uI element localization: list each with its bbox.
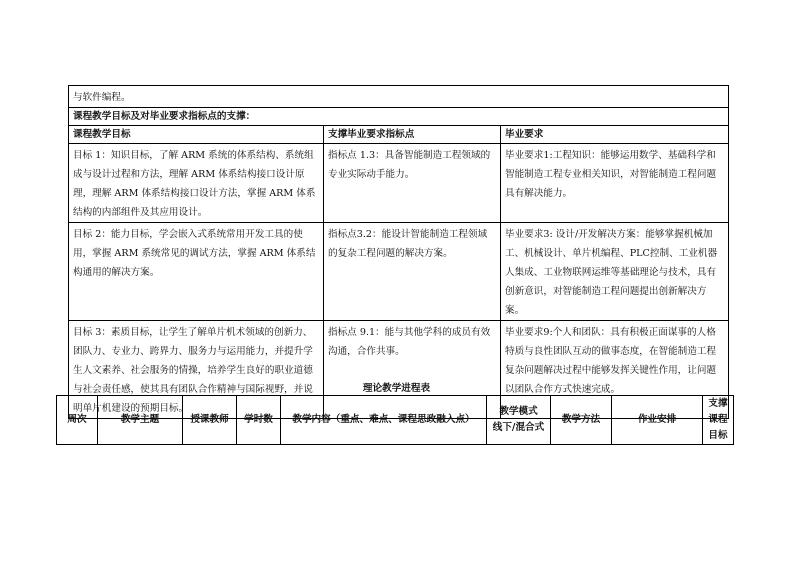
- header-target: 支撑 课程 目标: [703, 396, 734, 445]
- table-header-row: [69, 126, 729, 144]
- continuation-text: 与软件编程。: [69, 86, 729, 108]
- indicator-cell: 指标点 1.3：具备智能制造工程领域的专业实际动手能力。: [324, 144, 501, 223]
- requirement-cell: 毕业要求9:个人和团队：具有积极正面谋事的人格特质与良性团队互动的做事态度，在智能制造工程复杂问题解决过程中能够发挥关键性作用，让问题以团队合作方式快速完成。: [501, 321, 729, 419]
- schedule-title: 理论教学进程表: [362, 383, 431, 394]
- requirement-cell: 毕业要求1:工程知识：能够运用数学、基础科学和智能制造工程专业相关知识，对智能制造工程问题具有解决能力。: [501, 144, 729, 223]
- objective-cell: 目标 1：知识目标，了解 ARM 系统的体系结构、系统组成与设计过程和方法，理解 ARM 体系结构接口设计原理，理解 ARM 体系结构接口设计方法，掌握 ARM 体系结构的内部组件及其应用设计。: [69, 144, 324, 223]
- table-row: [69, 144, 729, 223]
- header-teacher: 授课教师: [183, 396, 237, 445]
- schedule-table: [56, 395, 734, 445]
- indicator-cell: 指标点3.2：能设计智能制造工程领域的复杂工程问题的解决方案。: [324, 223, 501, 321]
- header-hours: 学时数: [237, 396, 281, 445]
- section-heading: 课程教学目标及对毕业要求指标点的支撑：: [69, 108, 729, 126]
- header-week: 周次: [57, 396, 98, 445]
- schedule-header-row: [57, 396, 734, 445]
- header-indicator: 支撑毕业要求指标点: [324, 126, 501, 144]
- continuation-row: [69, 86, 729, 108]
- section-heading-row: [69, 108, 729, 126]
- header-requirement: 毕业要求: [501, 126, 729, 144]
- header-content: 教学内容（重点、难点、课程思政融入点）: [281, 396, 487, 445]
- objective-cell: 目标 3：素质目标，让学生了解单片机术领域的创新力、团队力、专业力、跨界力、服务力与运用能力，并提升学生人文素养、社会服务的情操，培养学生良好的职业道德与社会责任感，使其具有团队合作精神与国际视野，并说明单片机建设的预期目标。: [69, 321, 324, 419]
- header-topic: 教学主题: [98, 396, 183, 445]
- header-method: 教学方法: [551, 396, 612, 445]
- objective-cell: 目标 2：能力目标，学会嵌入式系统常用开发工具的使用，掌握 ARM 系统常见的调试方法，掌握 ARM 体系结构通用的解决方案。: [69, 223, 324, 321]
- objectives-table: [68, 85, 729, 419]
- requirement-cell: 毕业要求3: 设计/开发解决方案：能够掌握机械加工、机械设计、单片机编程、PLC控制、工业机器人集成、工业物联网运维等基础理论与技术，具有创新意识，对智能制造工程问题提出创新解决方案。: [501, 223, 729, 321]
- header-mode: 教学模式 线下/混合式: [487, 396, 551, 445]
- indicator-cell: 指标点 9.1：能与其他学科的成员有效沟通，合作共事。: [324, 321, 501, 419]
- header-objective: 课程教学目标: [69, 126, 324, 144]
- header-homework: 作业安排: [612, 396, 703, 445]
- table-row: [69, 223, 729, 321]
